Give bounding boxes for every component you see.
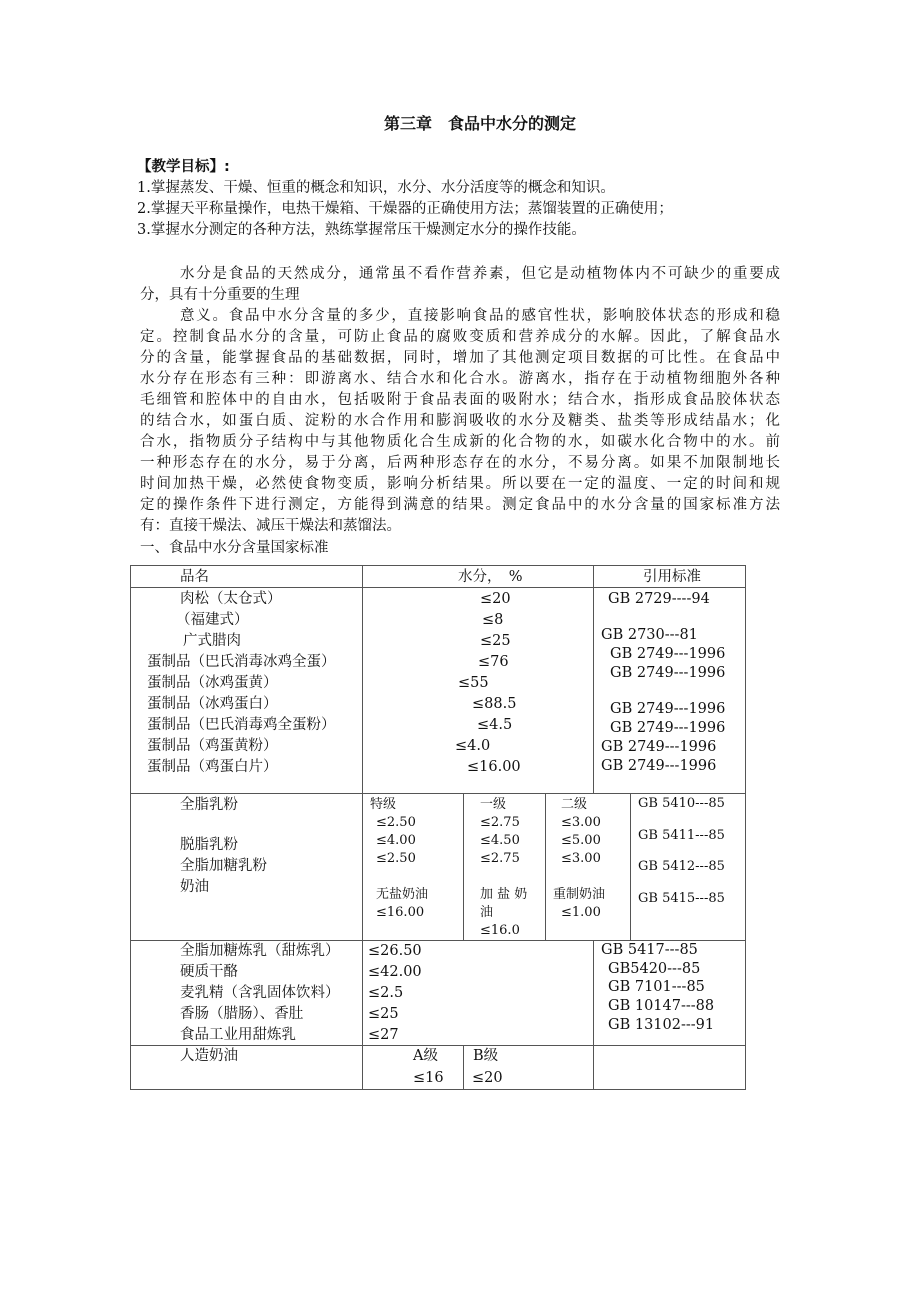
header-moisture: 水分， %	[458, 569, 523, 585]
section4-standard-cell	[593, 1045, 746, 1090]
moisture-value: ≤4.00	[376, 833, 416, 848]
moisture-value: ≤4.5	[477, 717, 513, 733]
standard-ref: GB 2749---1996	[610, 665, 726, 681]
product-name: 香肠（腊肠）、香肚	[180, 1006, 304, 1022]
moisture-value: ≤16.00	[376, 905, 425, 920]
product-name: 脱脂乳粉	[180, 837, 238, 853]
product-name: 全脂加糖乳粉	[180, 858, 267, 874]
body-line: 的结合水，如蛋白质、淀粉的水合作用和膨润吸收的水分及糖类、盐类等形成结晶水；化	[140, 413, 780, 429]
moisture-value: ≤55	[458, 675, 489, 691]
moisture-value: ≤1.00	[561, 905, 601, 920]
grade-label: 一级	[480, 797, 507, 812]
moisture-value: ≤20	[480, 591, 511, 607]
moisture-value: ≤42.00	[368, 964, 422, 980]
standard-ref: GB 5417---85	[601, 942, 698, 958]
butter-label: 无盐奶油	[376, 887, 429, 902]
header-cell-name	[130, 565, 363, 588]
moisture-value: ≤2.5	[368, 985, 404, 1001]
product-name: 食品工业用甜炼乳	[180, 1027, 296, 1043]
standard-ref: GB 5411---85	[638, 828, 725, 843]
moisture-value: ≤4.50	[480, 833, 520, 848]
moisture-value: ≤16.00	[467, 759, 521, 775]
moisture-value: ≤26.50	[368, 943, 422, 959]
section-heading: 一、食品中水分含量国家标准	[140, 540, 329, 556]
butter-label: 加 盐 奶	[480, 887, 528, 902]
body-line: 有：直接干燥法、减压干燥法和蒸馏法。	[140, 518, 401, 534]
product-name: 蛋制品（冰鸡蛋黄）	[147, 675, 278, 691]
objective-item: 2.掌握天平称量操作，电热干燥箱、干燥器的正确使用方法；蒸馏装置的正确使用；	[137, 201, 673, 217]
section4-name-cell	[130, 1045, 363, 1090]
product-name: 蛋制品（鸡蛋黄粉）	[147, 738, 278, 754]
standard-ref: GB 5415---85	[638, 891, 725, 906]
body-line: 定的操作条件下进行测定，方能得到满意的结果。测定食品中的水分含量的国家标准方法	[140, 497, 780, 513]
body-line: 定。控制食品水分的含量，可防止食品的腐败变质和营养成分的水解。因此，了解食品水	[140, 329, 780, 345]
standard-ref: GB 2749---1996	[610, 720, 726, 736]
moisture-value: ≤25	[368, 1006, 399, 1022]
standard-ref: GB 5412---85	[638, 859, 725, 874]
product-name: 蛋制品（冰鸡蛋白）	[147, 696, 278, 712]
standard-ref: GB 13102---91	[608, 1017, 715, 1033]
grade-label: 特级	[370, 797, 397, 812]
product-name: 麦乳精（含乳固体饮料）	[180, 985, 340, 1001]
grade-label: 二级	[561, 797, 588, 812]
product-name: 全脂加糖炼乳（甜炼乳）	[180, 943, 340, 959]
page-title: 第三章 食品中水分的测定	[383, 114, 576, 133]
product-name: 蛋制品（巴氏消毒冰鸡全蛋）	[147, 654, 336, 670]
product-name: 人造奶油	[180, 1048, 238, 1064]
product-name: 广式腊肉	[183, 633, 241, 649]
moisture-value: ≤3.00	[561, 851, 601, 866]
product-name: 全脂乳粉	[180, 797, 238, 813]
header-name: 品名	[180, 569, 209, 585]
header-standard: 引用标准	[643, 569, 701, 585]
product-name: 蛋制品（鸡蛋白片）	[147, 759, 278, 775]
standard-ref: GB 2749---1996	[601, 739, 717, 755]
objectives-heading: 【教学目标】:	[137, 159, 230, 175]
butter-label: 油	[480, 905, 494, 920]
moisture-value: ≤25	[480, 633, 511, 649]
moisture-value: ≤5.00	[561, 833, 601, 848]
body-line: 合水，指物质分子结构中与其他物质化合生成新的化合物的水，如碳水化合物中的水。前	[140, 434, 780, 450]
body-line: 水分存在形态有三种：即游离水、结合水和化合水。游离水，指存在于动植物细胞外各种	[140, 371, 780, 387]
moisture-value: ≤88.5	[472, 696, 517, 712]
grade-label: B级	[473, 1048, 499, 1064]
moisture-value: ≤16	[413, 1070, 444, 1086]
butter-label: 重制奶油	[553, 887, 606, 902]
product-name: （福建式）	[176, 612, 249, 628]
product-name: 奶油	[180, 879, 209, 895]
standard-ref: GB 2749---1996	[610, 701, 726, 717]
moisture-value: ≤20	[472, 1070, 503, 1086]
product-name: 肉松（太仓式）	[180, 591, 282, 607]
standard-ref: GB 5410---85	[638, 796, 725, 811]
standard-ref: GB 2749---1996	[610, 646, 726, 662]
body-line: 意义。食品中水分含量的多少，直接影响食品的感官性状，影响胶体状态的形成和稳	[180, 308, 780, 324]
moisture-value: ≤16.0	[480, 923, 520, 938]
moisture-value: ≤4.0	[455, 738, 491, 754]
body-line: 分的含量，能掌握食品的基础数据，同时，增加了其他测定项目数据的可比性。在食品中	[140, 350, 780, 366]
objective-item: 1.掌握蒸发、干燥、恒重的概念和知识，水分、水分活度等的概念和知识。	[137, 180, 615, 196]
body-line: 水分是食品的天然成分，通常虽不看作营养素，但它是动植物体内不可缺少的重要成	[180, 266, 780, 282]
standard-ref: GB5420---85	[608, 961, 701, 977]
standard-ref: GB 10147---88	[608, 998, 715, 1014]
moisture-value: ≤8	[482, 612, 504, 628]
standard-ref: GB 2730---81	[601, 627, 698, 643]
moisture-value: ≤27	[368, 1027, 399, 1043]
body-line: 毛细管和腔体中的自由水，包括吸附于食品表面的吸附水；结合水，指形成食品胶体状态	[140, 392, 780, 408]
product-name: 蛋制品（巴氏消毒鸡全蛋粉）	[147, 717, 336, 733]
standard-ref: GB 7101---85	[608, 979, 705, 995]
moisture-value: ≤2.50	[376, 815, 416, 830]
body-line: 分，具有十分重要的生理	[140, 287, 300, 303]
body-line: 时间加热干燥，必然使食物变质，影响分析结果。所以要在一定的温度、一定的时间和规	[140, 476, 780, 492]
moisture-value: ≤76	[478, 654, 509, 670]
moisture-value: ≤3.00	[561, 815, 601, 830]
standard-ref: GB 2749---1996	[601, 758, 717, 774]
moisture-value: ≤2.75	[480, 851, 520, 866]
moisture-value: ≤2.50	[376, 851, 416, 866]
standard-ref: GB 2729----94	[608, 591, 710, 607]
body-line: 一种形态存在的水分，易于分离，后两种形态存在的水分，不易分离。如果不加限制地长	[140, 455, 780, 471]
moisture-value: ≤2.75	[480, 815, 520, 830]
grade-label: A级	[413, 1048, 438, 1064]
product-name: 硬质干酪	[180, 964, 238, 980]
objective-item: 3.掌握水分测定的各种方法，熟练掌握常压干燥测定水分的操作技能。	[137, 222, 586, 238]
